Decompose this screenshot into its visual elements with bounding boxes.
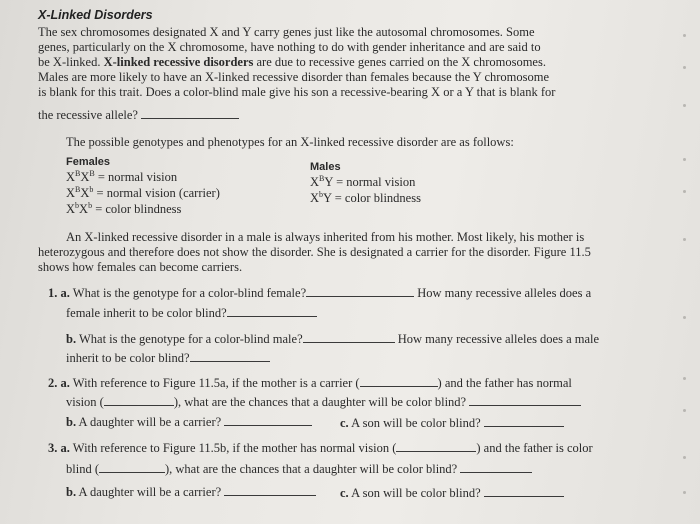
question-text: ), what are the chances that a daughter will be color blind?: [164, 462, 458, 476]
males-heading: Males: [310, 161, 341, 173]
question-number: 2.: [48, 376, 58, 390]
question-1a-cont: [66, 305, 317, 321]
allele-sup: B: [75, 168, 81, 178]
punch-hole-mark: [683, 409, 686, 412]
intro-text: be X-linked.: [38, 55, 104, 69]
allele-sup: B: [75, 184, 81, 194]
punch-hole-mark: [683, 238, 686, 241]
answer-blank[interactable]: [484, 415, 564, 427]
answer-blank[interactable]: [306, 285, 414, 297]
question-1a: [48, 285, 591, 301]
female-genotype-row: [66, 186, 220, 201]
para2-line: heterozygous and therefore does not show the disorder. She is designated a carrier for the disorder. Figure 11.5: [38, 245, 591, 259]
para2-line: shows how females can become carriers.: [38, 260, 243, 274]
answer-blank[interactable]: [303, 331, 395, 343]
punch-hole-mark: [683, 377, 686, 380]
phenotype: = normal vision: [94, 170, 178, 184]
allele-sup: b: [319, 189, 324, 199]
question-3a: [48, 440, 593, 456]
question-text: vision (: [66, 395, 104, 409]
question-text: A son will be color blind?: [351, 416, 481, 430]
punch-hole-mark: [683, 491, 686, 494]
allele-sup: b: [89, 184, 94, 194]
females-heading: Females: [66, 156, 111, 168]
punch-hole-mark: [683, 316, 686, 319]
question-text: With reference to Figure 11.5b, if the mother has normal vision (: [72, 441, 397, 455]
genotypes-intro: The possible genotypes and phenotypes for an X-linked recessive disorder are as follows:: [66, 135, 514, 149]
allele: X: [310, 191, 320, 205]
question-number: 3.: [48, 441, 58, 455]
question-text: A son will be color blind?: [351, 486, 481, 500]
intro-line: [38, 107, 239, 123]
question-1b-cont: [66, 350, 270, 366]
answer-blank[interactable]: [460, 461, 532, 473]
intro-line: genes, particularly on the X chromosome, have nothing to do with gender inheritance and are said to: [38, 40, 541, 54]
question-text: How many recessive alleles does a male: [397, 332, 600, 346]
question-text: A daughter will be a carrier?: [78, 415, 222, 429]
allele: X: [80, 186, 90, 200]
question-part: b.: [66, 485, 77, 499]
question-text: ) and the father has normal: [437, 376, 572, 390]
allele: Y: [324, 175, 333, 189]
answer-blank[interactable]: [484, 485, 564, 497]
question-part: c.: [340, 416, 349, 430]
male-genotype-row: [310, 175, 415, 190]
answer-blank[interactable]: [396, 440, 476, 452]
punch-hole-mark: [683, 104, 686, 107]
question-text: blind (: [66, 462, 99, 476]
question-text: female inherit to be color blind?: [66, 306, 227, 320]
question-2c: [340, 415, 564, 431]
answer-blank[interactable]: [104, 394, 174, 406]
answer-blank[interactable]: [141, 107, 239, 119]
question-number: 1.: [48, 286, 58, 300]
answer-blank[interactable]: [360, 375, 438, 387]
answer-blank[interactable]: [469, 394, 581, 406]
question-text: What is the genotype for a color-blind female?: [72, 286, 307, 300]
female-genotype-row: [66, 170, 177, 185]
phenotype: = normal vision (carrier): [93, 186, 220, 200]
question-part: a.: [60, 441, 70, 455]
allele-sup: b: [88, 200, 93, 210]
allele: Y: [323, 191, 332, 205]
answer-blank[interactable]: [224, 414, 312, 426]
answer-blank[interactable]: [224, 484, 316, 496]
question-2a: [48, 375, 572, 391]
allele: X: [80, 170, 90, 184]
intro-line: is blank for this trait. Does a color-blind male give his son a recessive-bearing X or a Y that is blank for: [38, 85, 556, 99]
female-genotype-row: [66, 202, 181, 217]
answer-blank[interactable]: [190, 350, 270, 362]
punch-hole-mark: [683, 34, 686, 37]
intro-line: [38, 55, 546, 70]
question-text: What is the genotype for a color-blind male?: [78, 332, 303, 346]
punch-hole-mark: [683, 456, 686, 459]
question-2a-cont: [66, 394, 581, 410]
allele: X: [66, 202, 76, 216]
question-part: b.: [66, 332, 77, 346]
allele-sup: B: [89, 168, 95, 178]
question-part: a.: [60, 286, 70, 300]
allele: X: [66, 170, 76, 184]
question-text: With reference to Figure 11.5a, if the mother is a carrier (: [72, 376, 360, 390]
punch-hole-mark: [683, 158, 686, 161]
question-part: c.: [340, 486, 349, 500]
allele: X: [310, 175, 320, 189]
question-3c: [340, 485, 564, 501]
para2-line: An X-linked recessive disorder in a male is always inherited from his mother. Most likely, his mother is: [66, 230, 585, 244]
punch-hole-mark: [683, 190, 686, 193]
question-3a-cont: [66, 461, 532, 477]
allele-sup: b: [75, 200, 80, 210]
punch-hole-mark: [683, 66, 686, 69]
allele-sup: B: [319, 173, 325, 183]
question-text: How many recessive alleles does a: [417, 286, 592, 300]
question-part: a.: [60, 376, 70, 390]
answer-blank[interactable]: [227, 305, 317, 317]
intro-text: are due to recessive genes carried on the X chromosomes.: [253, 55, 546, 69]
question-text: A daughter will be a carrier?: [78, 485, 222, 499]
phenotype: = color blindness: [331, 191, 421, 205]
phenotype: = color blindness: [92, 202, 182, 216]
allele: X: [66, 186, 76, 200]
question-text: the recessive allele?: [38, 108, 138, 122]
question-1b: [66, 331, 599, 347]
key-term: X-linked recessive disorders: [103, 55, 254, 69]
intro-line: The sex chromosomes designated X and Y carry genes just like the autosomal chromosomes. Some: [38, 25, 535, 39]
question-text: ), what are the chances that a daughter will be color blind?: [173, 395, 467, 409]
question-text: inherit to be color blind?: [66, 351, 190, 365]
answer-blank[interactable]: [99, 461, 165, 473]
question-3b: [66, 484, 316, 500]
question-part: b.: [66, 415, 77, 429]
question-text: ) and the father is color: [476, 441, 593, 455]
intro-line: Males are more likely to have an X-linked recessive disorder than females because the Y chromosome: [38, 70, 550, 84]
phenotype: = normal vision: [332, 175, 416, 189]
question-2b: [66, 414, 312, 430]
page-title: X-Linked Disorders: [38, 8, 153, 22]
male-genotype-row: [310, 191, 421, 206]
allele: X: [79, 202, 89, 216]
